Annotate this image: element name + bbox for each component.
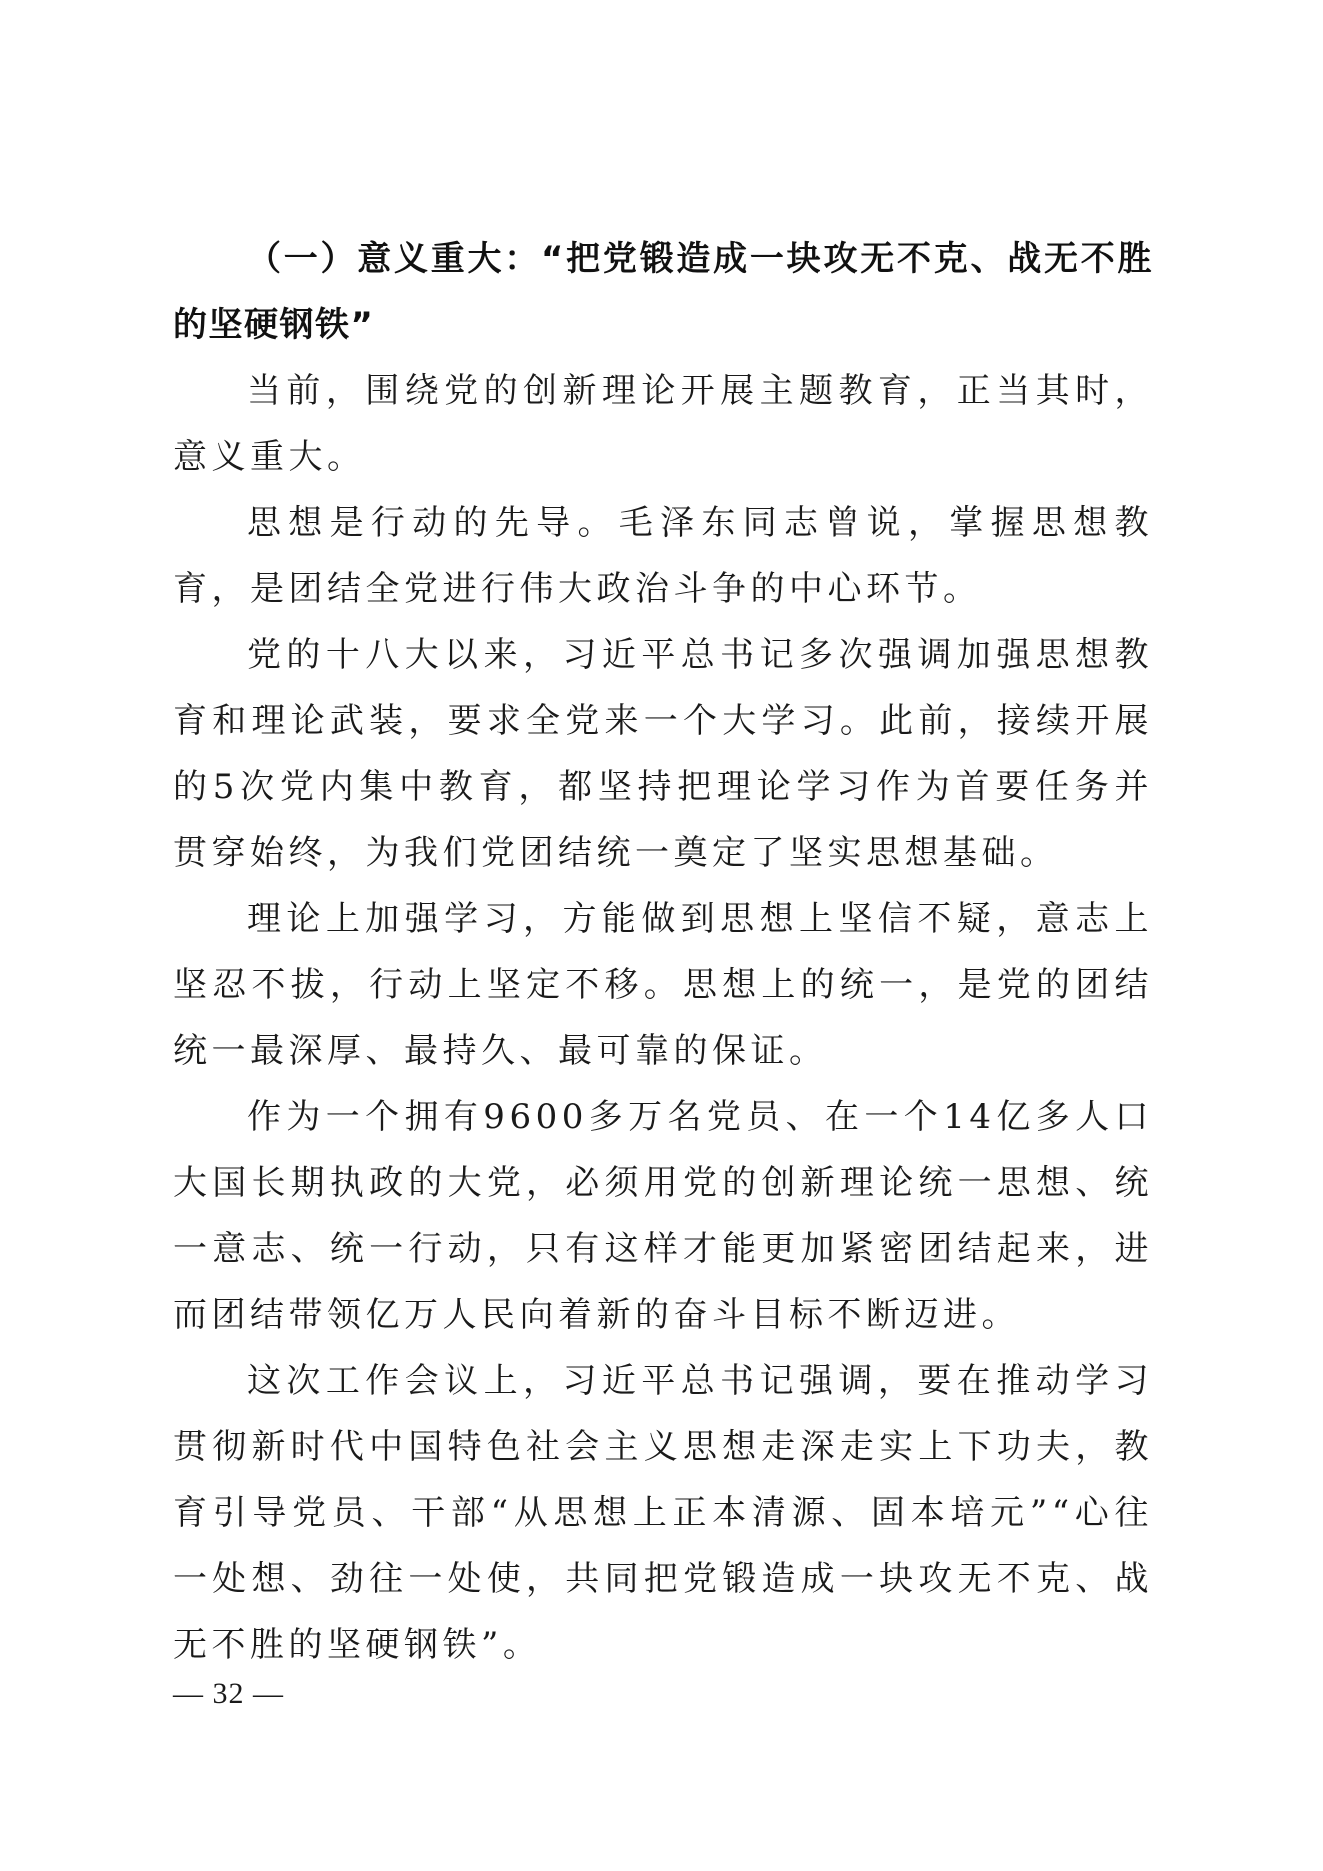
document-body xyxy=(173,226,1153,1678)
paragraph-2: 思想是行动的先导。毛泽东同志曾说，掌握思想教育，是团结全党进行伟大政治斗争的中心环节。 xyxy=(173,503,1153,609)
paragraph-4: 理论上加强学习，方能做到思想上坚信不疑，意志上坚忍不拔，行动上坚定不移。思想上的统一，是党的团结统一最深厚、最持久、最可靠的保证。 xyxy=(173,899,1153,1071)
paragraph-6: 这次工作会议上，习近平总书记强调，要在推动学习贯彻新时代中国特色社会主义思想走深走实上下功夫，教育引导党员、干部“从思想上正本清源、固本培元”“心往一处想、劲往一处使，共同把党锻造成一块攻无不克、战无不胜的坚硬钢铁”。 xyxy=(173,1361,1153,1665)
paragraph-3: 党的十八大以来，习近平总书记多次强调加强思想教育和理论武装，要求全党来一个大学习。此前，接续开展的5次党内集中教育，都坚持把理论学习作为首要任务并贯穿始终，为我们党团结统一奠定了坚实思想基础。 xyxy=(173,635,1153,873)
paragraph-5: 作为一个拥有9600多万名党员、在一个14亿多人口大国长期执政的大党，必须用党的创新理论统一思想、统一意志、统一行动，只有这样才能更加紧密团结起来，进而团结带领亿万人民向着新的奋斗目标不断迈进。 xyxy=(173,1097,1153,1335)
section-heading: （一）意义重大：“把党锻造成一块攻无不克、战无不胜的坚硬钢铁” xyxy=(173,239,1153,345)
page-number: — 32 — xyxy=(173,1677,284,1710)
paragraph-1: 当前，围绕党的创新理论开展主题教育，正当其时，意义重大。 xyxy=(173,371,1153,477)
